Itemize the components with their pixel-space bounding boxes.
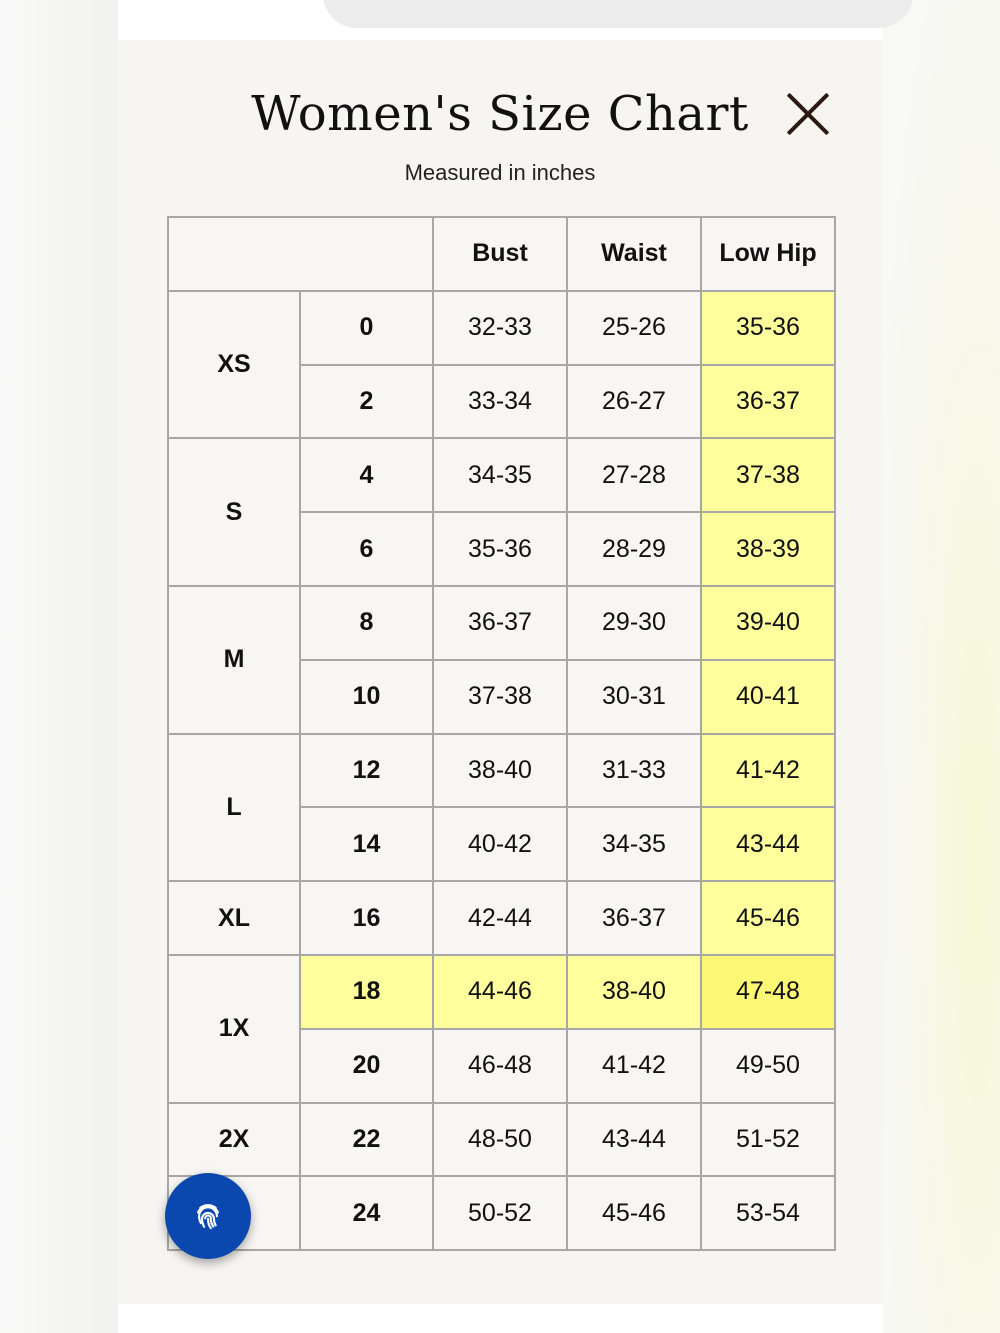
page-top-area: [118, 0, 883, 40]
low-hip-cell: 43-44: [701, 807, 835, 881]
waist-cell: 30-31: [567, 660, 701, 734]
waist-cell: 38-40: [567, 955, 701, 1029]
bust-cell: 42-44: [433, 881, 567, 955]
page-background-left: [0, 0, 118, 1333]
modal-subtitle: Measured in inches: [404, 160, 596, 185]
low-hip-cell: 51-52: [701, 1103, 835, 1177]
table-row: [168, 586, 835, 660]
bust-cell: 36-37: [433, 586, 567, 660]
size-cell: 24: [300, 1176, 433, 1250]
waist-cell: 45-46: [567, 1176, 701, 1250]
low-hip-cell: 45-46: [701, 881, 835, 955]
bust-cell: 50-52: [433, 1176, 567, 1250]
size-group-label: 2X: [168, 1103, 300, 1177]
low-hip-cell: 47-48: [701, 955, 835, 1029]
bust-cell: 44-46: [433, 955, 567, 1029]
size-group-label: L: [168, 734, 300, 882]
size-chart-table: [167, 216, 836, 1251]
size-group-label: M: [168, 586, 300, 734]
bust-cell: 32-33: [433, 291, 567, 365]
low-hip-cell: 35-36: [701, 291, 835, 365]
size-cell: 4: [300, 438, 433, 512]
table-row: [168, 438, 835, 512]
close-icon[interactable]: [784, 90, 832, 138]
header-low-hip: Low Hip: [701, 217, 835, 291]
waist-cell: 31-33: [567, 734, 701, 808]
size-cell: 0: [300, 291, 433, 365]
size-cell: 18: [300, 955, 433, 1029]
waist-cell: 34-35: [567, 807, 701, 881]
waist-cell: 27-28: [567, 438, 701, 512]
table-row: [168, 1103, 835, 1177]
size-group-label: 1X: [168, 955, 300, 1103]
bust-cell: 48-50: [433, 1103, 567, 1177]
bust-cell: 38-40: [433, 734, 567, 808]
page-bottom-area: [118, 1304, 883, 1333]
low-hip-cell: 41-42: [701, 734, 835, 808]
bust-cell: 40-42: [433, 807, 567, 881]
waist-cell: 26-27: [567, 365, 701, 439]
size-cell: 16: [300, 881, 433, 955]
size-group-label: S: [168, 438, 300, 586]
low-hip-cell: 37-38: [701, 438, 835, 512]
table-row-highlighted: [168, 955, 835, 1029]
size-cell: 8: [300, 586, 433, 660]
size-cell: 14: [300, 807, 433, 881]
size-cell: 6: [300, 512, 433, 586]
low-hip-cell: 40-41: [701, 660, 835, 734]
header-corner: [168, 217, 433, 291]
size-group-label: XS: [168, 291, 300, 439]
bust-cell: 33-34: [433, 365, 567, 439]
modal-title: Women's Size Chart: [251, 86, 749, 142]
size-cell: 10: [300, 660, 433, 734]
table-row: [168, 291, 835, 365]
waist-cell: 41-42: [567, 1029, 701, 1103]
low-hip-cell: 36-37: [701, 365, 835, 439]
low-hip-cell: 39-40: [701, 586, 835, 660]
waist-cell: 43-44: [567, 1103, 701, 1177]
header-bust: Bust: [433, 217, 567, 291]
bust-cell: 46-48: [433, 1029, 567, 1103]
size-cell: 2: [300, 365, 433, 439]
table-header-row: [168, 217, 835, 291]
search-bar-remnant[interactable]: [323, 0, 913, 28]
header-waist: Waist: [567, 217, 701, 291]
fingerprint-icon: [191, 1199, 225, 1233]
bust-cell: 37-38: [433, 660, 567, 734]
page-background-right: [883, 0, 1000, 1333]
waist-cell: 36-37: [567, 881, 701, 955]
waist-cell: 25-26: [567, 291, 701, 365]
size-cell: 20: [300, 1029, 433, 1103]
low-hip-cell: 49-50: [701, 1029, 835, 1103]
size-group-label: XL: [168, 881, 300, 955]
bust-cell: 35-36: [433, 512, 567, 586]
size-cell: 22: [300, 1103, 433, 1177]
waist-cell: 29-30: [567, 586, 701, 660]
fingerprint-button[interactable]: [165, 1173, 251, 1259]
low-hip-cell: 38-39: [701, 512, 835, 586]
waist-cell: 28-29: [567, 512, 701, 586]
table-row: [168, 881, 835, 955]
size-cell: 12: [300, 734, 433, 808]
table-row: [168, 1176, 835, 1250]
bust-cell: 34-35: [433, 438, 567, 512]
table-row: [168, 734, 835, 808]
low-hip-cell: 53-54: [701, 1176, 835, 1250]
